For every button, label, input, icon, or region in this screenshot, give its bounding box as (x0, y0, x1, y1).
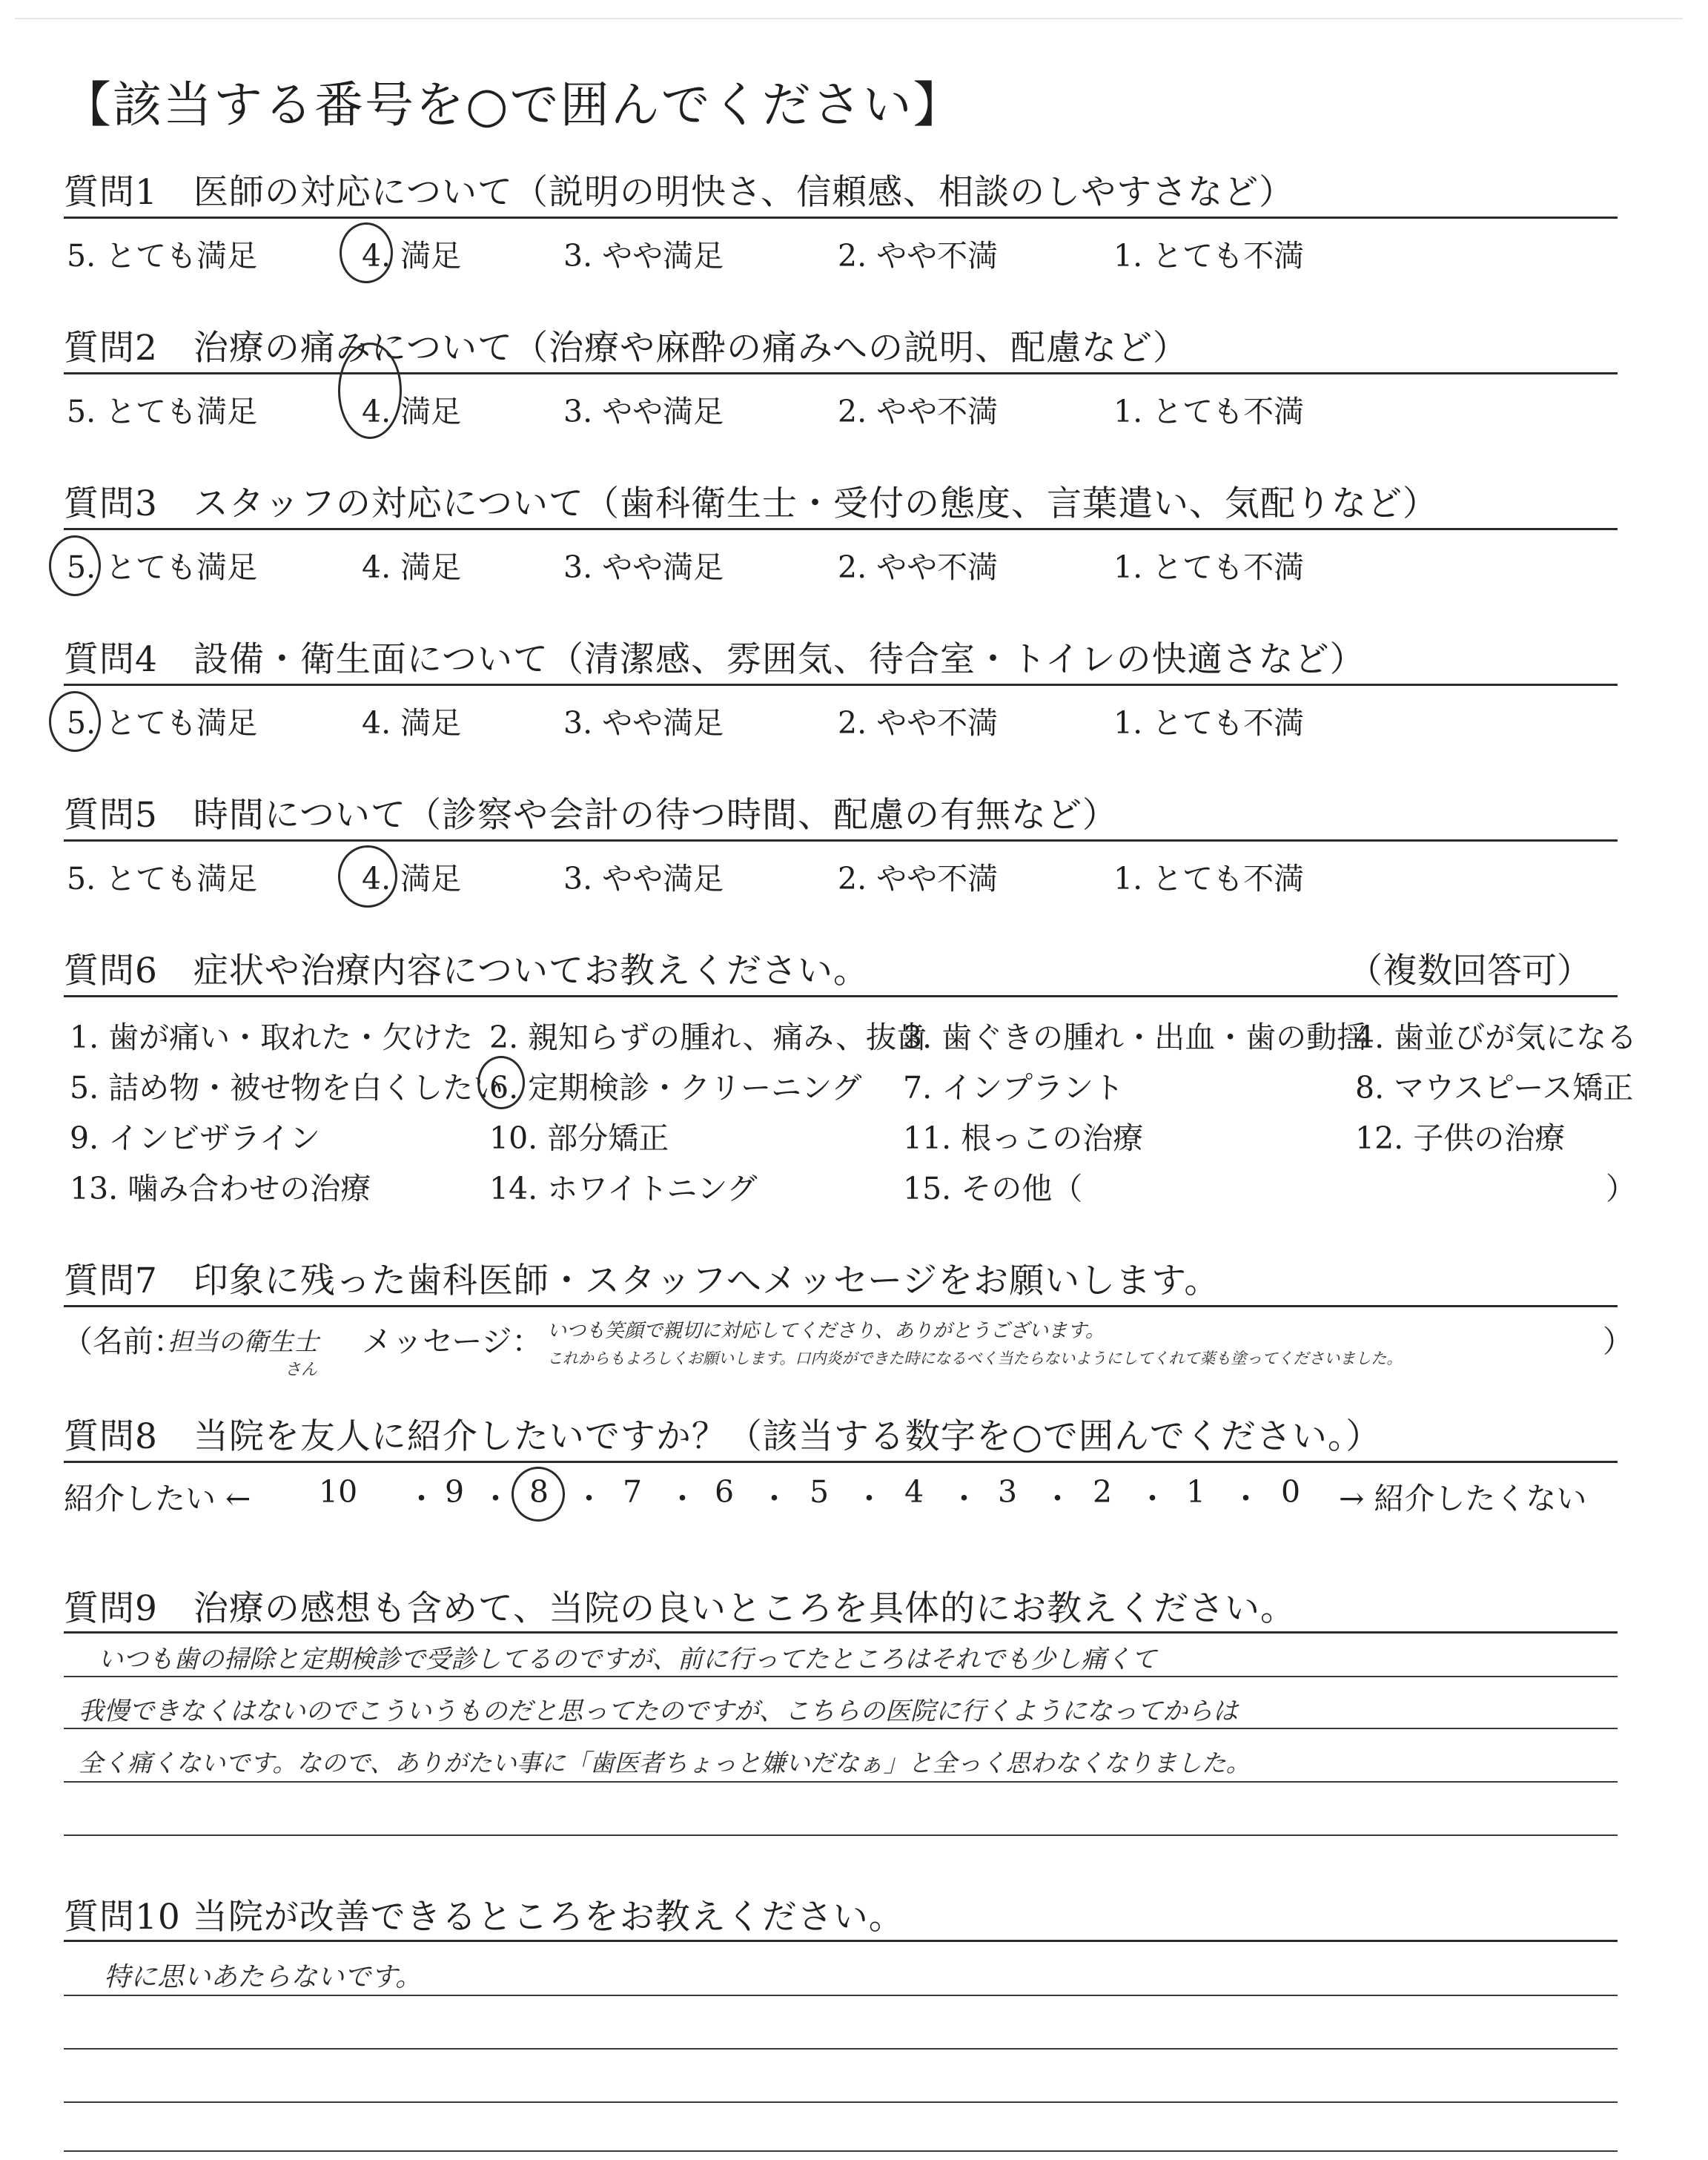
q6-option-7[interactable]: 7. インプラント (903, 1070, 1125, 1106)
q8-number-2[interactable]: 2 (1093, 1474, 1113, 1510)
q6-option-9[interactable]: 9. インビザライン (70, 1120, 320, 1156)
q8-separator: ・ (1137, 1481, 1168, 1516)
q9-answer-line-2[interactable]: 我慢できなくはないのでこういうものだと思ってたのですが、こちらの医院に行くようになってからは (79, 1697, 1238, 1726)
q9-answer-rule (64, 1676, 1618, 1677)
q9-answer-rule (64, 1728, 1618, 1729)
q7-message-line-2[interactable]: これからもよろしくお願いします。口内炎ができた時になるべく当たらないようにしてくれて薬も塗ってくださいました。 (547, 1350, 1403, 1367)
q3-option-2[interactable]: 2. やや不満 (838, 549, 999, 585)
q8-number-6[interactable]: 6 (715, 1474, 735, 1510)
q10-answer-rule (64, 2101, 1618, 2103)
question-1-rule (64, 217, 1618, 219)
question-9-title: 質問9 治療の感想も含めて、当院の良いところを具体的にお教えください。 (64, 1588, 1296, 1629)
q2-option-1[interactable]: 1. とても不満 (1113, 394, 1305, 429)
q8-number-3[interactable]: 3 (998, 1474, 1018, 1510)
q4-option-3[interactable]: 3. やや満足 (563, 705, 724, 741)
q1-option-1[interactable]: 1. とても不満 (1113, 238, 1305, 274)
question-7-title: 質問7 印象に残った歯科医師・スタッフへメッセージをお願いします。 (64, 1261, 1220, 1301)
q8-number-5[interactable]: 5 (810, 1474, 830, 1510)
q8-number-0[interactable]: 0 (1281, 1474, 1301, 1510)
q6-option-12[interactable]: 12. 子供の治療 (1355, 1120, 1566, 1156)
q5-option-2[interactable]: 2. やや不満 (838, 861, 999, 896)
q1-option-3[interactable]: 3. やや満足 (563, 238, 724, 274)
q7-name-suffix: さん (285, 1361, 318, 1379)
q6-option-5[interactable]: 5. 詰め物・被せ物を白くしたい (70, 1070, 504, 1106)
q2-option-2[interactable]: 2. やや不満 (838, 394, 999, 429)
q6-option-2[interactable]: 2. 親知らずの腫れ、痛み、抜歯 (489, 1020, 927, 1055)
q4-option-5[interactable]: 5. とても満足 (67, 705, 258, 741)
q8-separator: ・ (854, 1481, 884, 1516)
q6-option-13[interactable]: 13. 噛み合わせの治療 (70, 1171, 371, 1206)
q8-selection-circle (512, 1467, 565, 1522)
question-5-rule (64, 839, 1618, 842)
q2-selection-circle (338, 343, 402, 439)
q3-selection-circle (49, 535, 101, 596)
q8-separator: ・ (406, 1481, 437, 1516)
q9-answer-rule (64, 1781, 1618, 1783)
q2-option-3[interactable]: 3. やや満足 (563, 394, 724, 429)
q8-left-label: 紹介したい ← (64, 1481, 251, 1516)
q5-option-5[interactable]: 5. とても満足 (67, 861, 258, 896)
question-3-rule (64, 528, 1618, 530)
question-2-rule (64, 372, 1618, 374)
question-8-title: 質問8 当院を友人に紹介したいですか？（該当する数字を○で囲んでください。） (64, 1416, 1382, 1457)
q7-name-label: （名前： (62, 1324, 184, 1359)
q1-option-5[interactable]: 5. とても満足 (67, 238, 258, 274)
question-6-title: 質問6 症状や治療内容についてお教えください。 (64, 951, 869, 991)
question-5-title: 質問5 時間について（診察や会計の待つ時間、配慮の有無など） (64, 795, 1118, 836)
q1-option-2[interactable]: 2. やや不満 (838, 238, 999, 274)
q8-number-9[interactable]: 9 (445, 1474, 465, 1510)
question-4-rule (64, 684, 1618, 686)
q3-option-1[interactable]: 1. とても不満 (1113, 549, 1305, 585)
q8-number-7[interactable]: 7 (623, 1474, 643, 1510)
q9-answer-rule (64, 1834, 1618, 1836)
question-4-title: 質問4 設備・衛生面について（清潔感、雰囲気、待合室・トイレの快適さなど） (64, 639, 1366, 680)
q6-option-6[interactable]: 6. 定期検診・クリーニング (489, 1070, 862, 1106)
q10-answer-rule (64, 2150, 1618, 2152)
q6-selection-circle (477, 1056, 525, 1109)
q8-number-1[interactable]: 1 (1186, 1474, 1206, 1510)
q8-separator: ・ (759, 1481, 790, 1516)
q5-option-4[interactable]: 4. 満足 (362, 861, 462, 896)
question-7-rule (64, 1305, 1618, 1307)
q8-number-4[interactable]: 4 (904, 1474, 924, 1510)
q6-option-11[interactable]: 11. 根っこの治療 (903, 1120, 1144, 1156)
q8-separator: ・ (1231, 1481, 1261, 1516)
question-8-rule (64, 1461, 1618, 1463)
q6-option-8[interactable]: 8. マウスピース矯正 (1355, 1070, 1634, 1106)
q1-selection-circle (340, 222, 393, 283)
q3-option-3[interactable]: 3. やや満足 (563, 549, 724, 585)
q4-selection-circle (49, 691, 101, 752)
q6-option-3[interactable]: 3. 歯ぐきの腫れ・出血・歯の動揺 (903, 1020, 1368, 1055)
q7-close-paren: ） (1603, 1324, 1633, 1359)
question-10-rule (64, 1940, 1618, 1942)
q6-option-10[interactable]: 10. 部分矯正 (489, 1120, 669, 1156)
q8-right-label: → 紹介したくない (1339, 1481, 1587, 1516)
q6-option-15[interactable]: 15. その他（ (903, 1171, 1083, 1206)
q2-option-5[interactable]: 5. とても満足 (67, 394, 258, 429)
q4-option-2[interactable]: 2. やや不満 (838, 705, 999, 741)
q6-option-14[interactable]: 14. ホワイトニング (489, 1171, 758, 1206)
question-6-note: （複数回答可） (1348, 951, 1592, 991)
q9-answer-line-1[interactable]: いつも歯の掃除と定期検診で受診してるのですが、前に行ってたところはそれでも少し痛くて (98, 1645, 1156, 1674)
q7-message-line-1[interactable]: いつも笑顔で親切に対応してくださり、ありがとうございます。 (547, 1320, 1105, 1342)
q8-separator: ・ (480, 1481, 511, 1516)
question-10-title: 質問10 当院が改善できるところをお教えください。 (64, 1897, 904, 1938)
q8-separator: ・ (949, 1481, 979, 1516)
q8-separator: ・ (1042, 1481, 1073, 1516)
question-2-title: 質問2 治療の痛みについて（治療や麻酔の痛みへの説明、配慮など） (64, 328, 1189, 369)
q7-message-label: メッセージ： (362, 1324, 543, 1359)
q3-option-5[interactable]: 5. とても満足 (67, 549, 258, 585)
q8-separator: ・ (667, 1481, 698, 1516)
q7-name-value[interactable]: 担当の衛生士 (168, 1327, 319, 1357)
q4-option-1[interactable]: 1. とても不満 (1113, 705, 1305, 741)
q4-option-4[interactable]: 4. 満足 (362, 705, 462, 741)
q6-option-4[interactable]: 4. 歯並びが気になる (1355, 1020, 1638, 1055)
page-title: 【該当する番号を○で囲んでください】 (62, 76, 964, 133)
q3-option-4[interactable]: 4. 満足 (362, 549, 462, 585)
q10-answer-rule (64, 2048, 1618, 2050)
q6-option-1[interactable]: 1. 歯が痛い・取れた・欠けた (70, 1020, 474, 1055)
q2-option-4[interactable]: 4. 満足 (362, 394, 462, 429)
q8-number-10[interactable]: 10 (319, 1474, 358, 1510)
q8-number-8[interactable]: 8 (529, 1474, 549, 1510)
q6-option-15-close: ） (1606, 1171, 1636, 1206)
q5-option-1[interactable]: 1. とても不満 (1113, 861, 1305, 896)
q5-selection-circle (338, 845, 397, 908)
q10-answer-line-1[interactable]: 特に思いあたらないです。 (104, 1962, 423, 1992)
q10-answer-rule (64, 1995, 1618, 1996)
question-3-title: 質問3 スタッフの対応について（歯科衛生士・受付の態度、言葉遣い、気配りなど） (64, 483, 1438, 524)
question-1-title: 質問1 医師の対応について（説明の明快さ、信頼感、相談のしやすさなど） (64, 172, 1295, 213)
q8-separator: ・ (574, 1481, 604, 1516)
q5-option-3[interactable]: 3. やや満足 (563, 861, 724, 896)
question-6-rule (64, 995, 1618, 997)
question-9-rule (64, 1631, 1618, 1634)
q9-answer-line-3[interactable]: 全く痛くないです。なので、ありがたい事に「歯医者ちょっと嫌いだなぁ」と全っく思わなくなりました。 (79, 1748, 1251, 1777)
top-edge-line (15, 18, 1683, 19)
q1-option-4[interactable]: 4. 満足 (362, 238, 462, 274)
